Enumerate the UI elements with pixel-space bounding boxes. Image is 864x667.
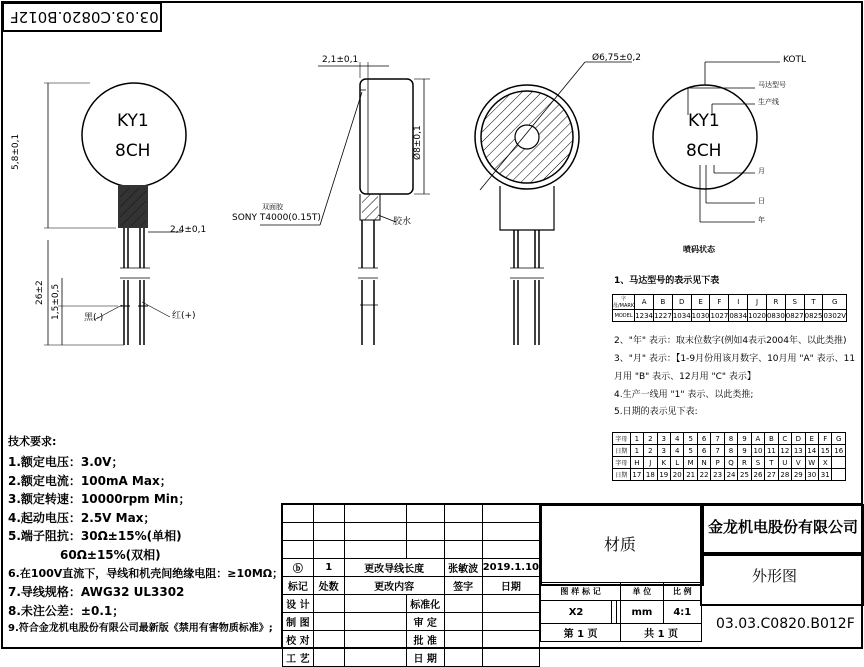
red-wire-label: 红(+) (172, 311, 196, 321)
date-table-head: 字母 (613, 433, 631, 445)
date-table-cell: 16 (832, 445, 846, 457)
date-table-cell: 2 (644, 445, 657, 457)
date-table-cell: 8 (724, 433, 737, 445)
dim-front-total: 26±2 (35, 280, 45, 305)
date-table-cell: 18 (644, 469, 657, 481)
model-table-head1: 字母/MARK (613, 296, 635, 309)
date-table-cell: 9 (738, 445, 751, 457)
date-table-cell: 11 (765, 445, 778, 457)
date-table-cell: 3 (657, 445, 670, 457)
date-table-head: 字母 (613, 457, 631, 469)
date-table-cell: 15 (818, 445, 831, 457)
date-table-cell: F (818, 433, 831, 445)
dim-front-strip: 1,5±0,5 (51, 283, 61, 320)
rev-content: 更改导线长度 (344, 559, 444, 577)
note-3b: 月用 "B" 表示、12月用 "C" 表示】 (614, 372, 756, 382)
date-table-cell: J (644, 457, 657, 469)
note-4: 4.生产一线用 "1" 表示、以此类推; (614, 390, 754, 400)
date-table-cell: 3 (657, 433, 670, 445)
scale-mark: X2 (541, 601, 612, 624)
date-table-cell: U (778, 457, 791, 469)
model-table-head2: MODEL (613, 310, 635, 322)
requirement-6: 6.在100V直流下，导线和机壳间绝缘电阻：≥10MΩ； (8, 567, 284, 580)
date-table-row (613, 445, 846, 457)
scale-table: 图 样 标 记 单 位 比 例 X2 mm 4:1 第 1 页 共 1 页 (540, 582, 702, 642)
date-table-cell: 6 (697, 445, 710, 457)
front-marking-line2: 8CH (115, 141, 151, 161)
callout-line: 生产线 (758, 98, 779, 106)
model-table: 字母/MARK A B D E F I J R S T G MODEL 1234 1227 1034 1030 1027 0834 1020 0830 0827 0825 0302V (613, 296, 847, 320)
date-table-cell: C (778, 433, 791, 445)
date-table-cell: E (805, 433, 818, 445)
date-table-row (613, 469, 846, 481)
requirement-4: 4.起动电压：2.5V Max； (8, 511, 156, 525)
date-table-cell: N (697, 457, 710, 469)
drawing-code-rotated: 03.03.C0820.B012F (10, 8, 159, 26)
dim-side-diameter: Ø8±0,1 (413, 125, 423, 160)
drawing-type: 外形图 (752, 567, 798, 585)
callout-month: 月 (758, 167, 765, 175)
date-table-cell: R (738, 457, 751, 469)
drawing-number: 03.03.C0820.B012F (716, 616, 855, 632)
date-table-cell: 28 (778, 469, 791, 481)
date-table-cell: 2 (644, 433, 657, 445)
date-table-cell: 27 (765, 469, 778, 481)
date-table-cell: 4 (671, 445, 684, 457)
note-3a: 3、"月" 表示：【1-9月份用该月数字、10月用 "A" 表示、11 (614, 354, 856, 364)
note-1: 1、马达型号的表示见下表 (614, 276, 720, 286)
scale-unit: mm (621, 601, 663, 624)
date-table-cell: S (751, 457, 764, 469)
marking-caption: 喷码状态 (683, 245, 715, 254)
tape-label: 双面胶 (262, 203, 283, 211)
date-table-cell: 29 (792, 469, 805, 481)
material-label: 材质 (604, 535, 637, 554)
front-view (44, 83, 186, 345)
date-table-cell: 5 (684, 445, 697, 457)
requirement-1: 1.额定电压：3.0V； (8, 455, 124, 469)
date-table-cell: V (792, 457, 805, 469)
callout-year: 年 (758, 216, 765, 224)
date-table-cell (832, 457, 846, 469)
date-table-cell: D (792, 433, 805, 445)
date-table-cell: 13 (792, 445, 805, 457)
date-table-cell: G (832, 433, 846, 445)
date-table-cell: 12 (778, 445, 791, 457)
requirement-3: 3.额定转速：10000rpm Min； (8, 492, 191, 506)
requirement-7: 7.导线规格：AWG32 UL3302 (8, 585, 185, 599)
rev-signer: 张敏波 (444, 559, 482, 577)
rev-count: 1 (313, 559, 344, 577)
date-table-cell: 25 (738, 469, 751, 481)
requirement-2: 2.额定电流：100mA Max； (8, 474, 172, 488)
date-table-head: 日期 (613, 469, 631, 481)
requirements-title: 技术要求: (8, 435, 57, 448)
callout-kotl: KOTL (783, 55, 807, 65)
requirement-5b: 60Ω±15%(双相) (60, 548, 161, 562)
date-table-cell: 14 (805, 445, 818, 457)
date-table (612, 432, 846, 481)
dim-side-thickness: 2,1±0,1 (322, 55, 359, 65)
date-table-cell: B (765, 433, 778, 445)
date-table-cell: H (630, 457, 643, 469)
date-table-cell: 17 (630, 469, 643, 481)
requirement-8: 8.未注公差：±0.1； (8, 604, 125, 618)
date-table-cell: 31 (818, 469, 831, 481)
rev-date: 2019.1.10 (482, 559, 539, 577)
date-table-cell: A (751, 433, 764, 445)
revision-table: ⓑ 1 更改导线长度 张敏波 2019.1.10 标记 处数 更改内容 签字 日期 设 计 标准化 制 图 审 定 校 对 批 准 工 艺 日 期 (282, 504, 540, 667)
sheet-number: 第 1 页 (541, 624, 621, 642)
front-marking-line1: KY1 (117, 111, 149, 131)
date-table-head: 日期 (613, 445, 631, 457)
date-table-cell: 7 (711, 433, 724, 445)
requirement-5: 5.端子阻抗：30Ω±15%(单相) (8, 529, 182, 543)
company-name: 金龙机电股份有限公司 (708, 518, 859, 536)
date-table-cell: M (684, 457, 697, 469)
callout-day: 日 (758, 197, 765, 205)
dim-front-height: 5,8±0,1 (11, 133, 21, 170)
rev-mark: ⓑ (283, 559, 314, 577)
date-table-row (613, 457, 846, 469)
date-table-cell: 1 (630, 445, 643, 457)
scale-ratio: 4:1 (663, 601, 701, 624)
date-table-cell: L (671, 457, 684, 469)
date-table-cell: 20 (671, 469, 684, 481)
note-5: 5.日期的表示见下表: (614, 407, 698, 417)
date-table-cell: 22 (697, 469, 710, 481)
date-table-row (613, 433, 846, 445)
requirement-9: 9.符合金龙机电股份有限公司最新版《禁用有害物质标准》; (8, 623, 273, 634)
tape-spec: SONY T4000(0.15T) (232, 213, 321, 223)
date-table-cell: W (805, 457, 818, 469)
back-view (475, 62, 632, 345)
date-table-cell: K (657, 457, 670, 469)
marking-line2: 8CH (686, 141, 722, 161)
dim-back-diameter: Ø6,75±0,2 (592, 53, 641, 63)
date-table-cell: 7 (711, 445, 724, 457)
date-table-cell: 19 (657, 469, 670, 481)
date-table-cell: 8 (724, 445, 737, 457)
sheet-total: 共 1 页 (621, 624, 702, 642)
date-table-cell: X (818, 457, 831, 469)
side-view (260, 62, 430, 345)
black-wire-label: 黑(-) (84, 313, 104, 323)
date-table-cell: 10 (751, 445, 764, 457)
date-table-cell: 4 (671, 433, 684, 445)
date-table-cell: 24 (724, 469, 737, 481)
date-table-cell: 1 (630, 433, 643, 445)
date-table-cell (832, 469, 846, 481)
date-table-cell: T (765, 457, 778, 469)
note-2: 2、"年" 表示：取末位数字(例如4表示2004年、以此类推) (614, 336, 847, 346)
date-table-cell: Q (724, 457, 737, 469)
date-table-cell: 30 (805, 469, 818, 481)
glue-label: 胶水 (393, 217, 412, 227)
date-table-cell: 6 (697, 433, 710, 445)
date-table-cell: 9 (738, 433, 751, 445)
date-table-cell: 23 (711, 469, 724, 481)
date-table-cell: P (711, 457, 724, 469)
motor-face-circle (82, 83, 186, 187)
date-table-cell: 5 (684, 433, 697, 445)
marking-line1: KY1 (688, 111, 720, 131)
callout-model: 马达型号 (758, 81, 786, 89)
date-table-cell: 26 (751, 469, 764, 481)
dim-front-lead: 2,4±0,1 (170, 225, 207, 235)
date-table-cell: 21 (684, 469, 697, 481)
